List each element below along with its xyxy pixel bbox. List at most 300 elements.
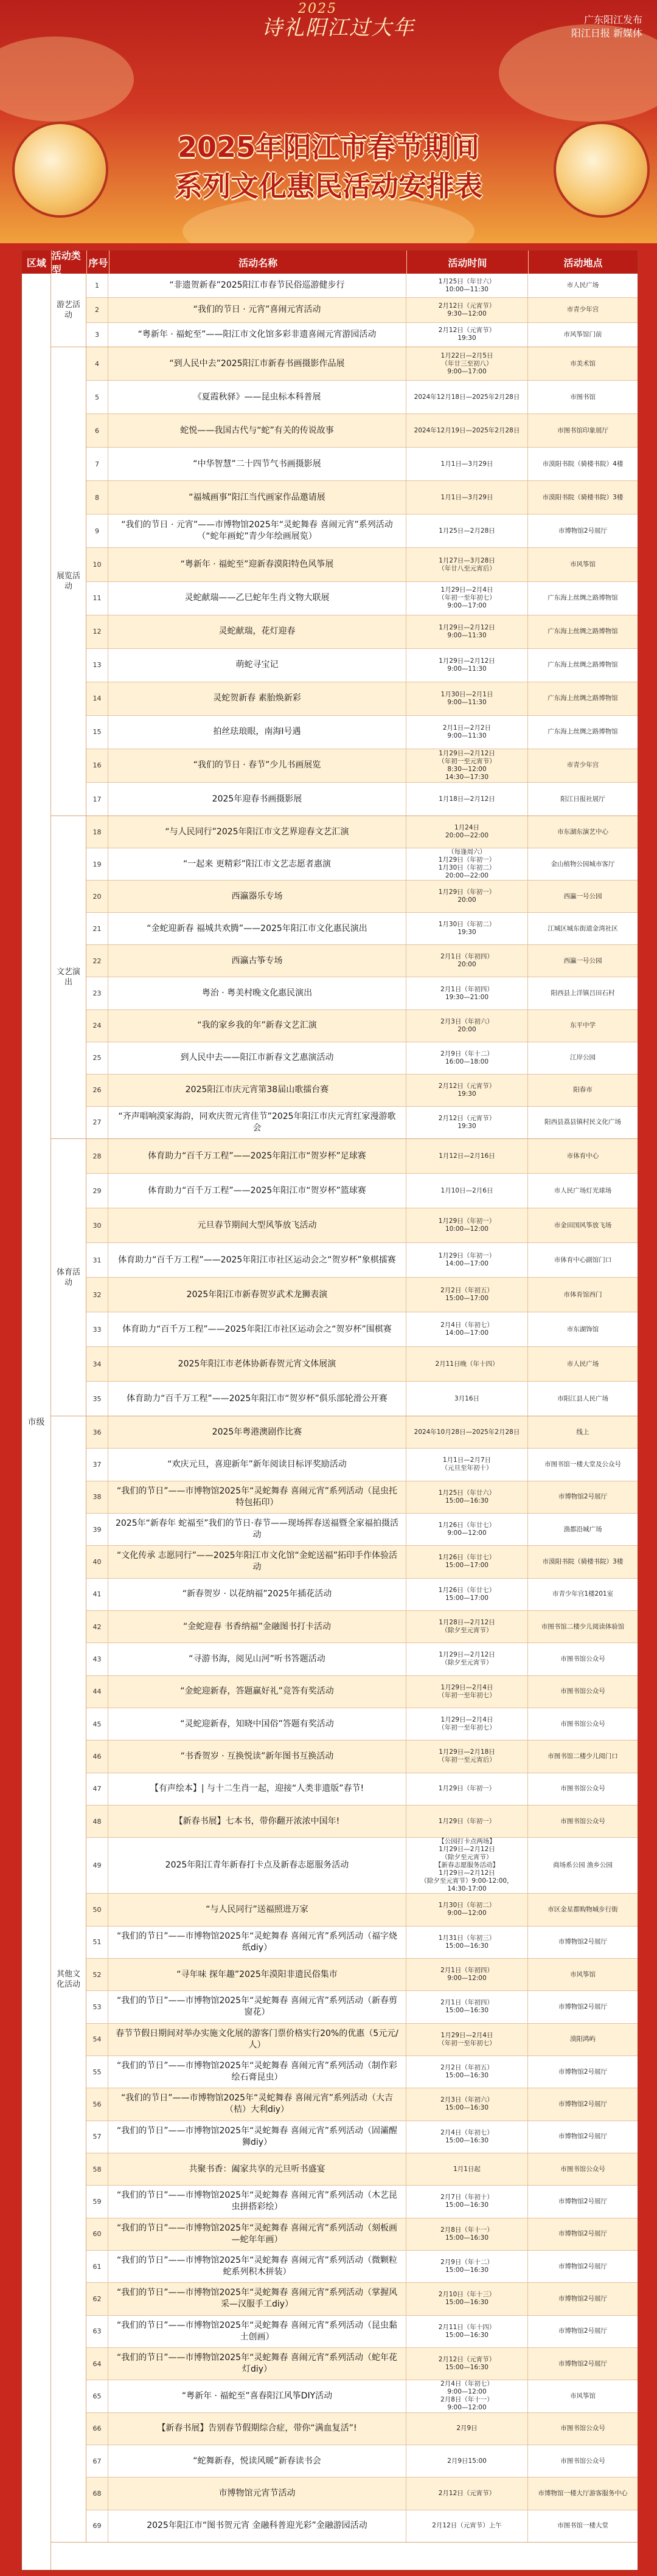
activity-location: 市图书馆公众号 [560,2457,605,2465]
group-rows [86,274,638,347]
activity-name: “我们的节日”——市博物馆2025年“灵蛇舞春 喜闹元宵”系列活动（大吉（桔）大利diy） [108,2088,406,2120]
row-number: 42 [86,1611,108,1643]
table-row [86,1347,638,1382]
activity-location: 江岸公园 [570,1054,596,1062]
group-rows [86,347,638,815]
activity-location: 市体育馆西门 [563,1290,602,1298]
table-row [86,816,638,848]
activity-name: “粤新年 · 福蛇至”喜春阳江风筝DIY活动 [108,2380,406,2412]
table-row [86,1894,638,1926]
table-row [86,323,638,347]
table-row [86,649,638,682]
table-row [86,783,638,815]
row-number: 37 [86,1449,108,1480]
activity-time: 1月28日—2月12日 （除夕至元宵节） [406,1611,528,1643]
activity-time: 1月29日—2月12日 （除夕至元宵节） [406,1643,528,1675]
activity-name: “我们的节日”——市博物馆2025年“灵蛇舞春 喜闹元宵”系列活动（蛇年花灯diy） [108,2348,406,2380]
activity-time: 2月4日（年初七） 9:00—12:00 2月8日（年十一） 9:00—12:00 [406,2380,528,2412]
table-row [86,1579,638,1611]
header-location: 活动地点 [563,257,603,269]
row-number: 44 [86,1676,108,1708]
activity-time: 1月1日起 [406,2153,528,2185]
activity-time: 2月12日（元宵节） [406,2477,528,2509]
activity-name: “金蛇迎新春 福城共欢腾”——2025年阳江市文化惠民演出 [108,913,406,944]
row-number: 20 [86,881,108,912]
row-number: 30 [86,1208,108,1242]
brand-line2: 阳江日报 新媒体 [571,27,642,39]
category-cell: 体育活动 [51,1139,86,1416]
activity-name: “我们的节日”——市博物馆2025年“灵蛇舞春 喜闹元宵”系列活动（昆虫托特包拓印） [108,1481,406,1513]
activity-name: 体育助力“百千万工程”——2025年阳江市社区运动会之“贺岁杯”象棋擂赛 [108,1243,406,1277]
table-row [86,2121,638,2153]
table-row [86,347,638,381]
activity-name: “文化传承 志愿同行”——2025年阳江市文化馆“金蛇送福”拓印手作体验活动 [108,1546,406,1577]
row-number: 31 [86,1243,108,1277]
table-row [86,2348,638,2380]
table-row [86,2251,638,2283]
activity-time: 【公园打卡点两场】 1月29日—2月12日 （除夕至元宵节） 【新春志愿服务活动】 1月29日—2月12日 （除夕至元宵节）9:00-12:00， 14:30-17:00 [406,1838,528,1893]
header-banner [0,0,657,243]
row-number: 49 [86,1838,108,1893]
activity-time: 1月12日—2月16日 [406,1139,528,1173]
row-number: 39 [86,1514,108,1545]
activity-location: 市博物馆2号展厅 [558,527,608,535]
table-row [86,582,638,615]
row-number: 46 [86,1740,108,1772]
activity-name: “我们的节日 · 春节”少儿书画展览 [108,749,406,782]
activity-time: 1月18日—2月12日 [406,783,528,815]
activity-time: 1月25日—2月28日 [406,514,528,547]
row-number: 14 [86,682,108,715]
activity-location: 市风筝馆门前 [563,330,602,338]
activity-location: 市图书馆公众号 [560,2165,605,2173]
activity-time: 1月22日—2月5日 （年廿三至初八） 9:00—17:00 [406,347,528,380]
activity-location: 市区金星都购物城步行街 [548,1905,618,1913]
activity-name: 市博物馆元宵节活动 [108,2477,406,2509]
activity-time: 1月29日（年初一） 14:00—17:00 [406,1243,528,1277]
row-number: 68 [86,2477,108,2509]
table-row [86,1278,638,1312]
cloud-decoration [0,36,134,122]
activity-name: 【新春书展】七本书，带你翻开浓浓中国年! [108,1806,406,1837]
activity-group [51,274,638,347]
activity-location: 市图书馆 [570,393,596,401]
activity-name: “我们的节日”——市博物馆2025年“灵蛇舞春 喜闹元宵”系列活动（制作彩绘石膏昆虫） [108,2056,406,2088]
activity-location: 广东海上丝绸之路博物馆 [548,628,618,635]
activity-time: 1月29日（年初一） 10:00—12:00 [406,1208,528,1242]
row-number: 21 [86,913,108,944]
row-number: 16 [86,749,108,782]
table-row [86,1312,638,1347]
row-number: 61 [86,2251,108,2282]
row-number: 63 [86,2316,108,2347]
table-row [86,2056,638,2088]
activity-location: 市图书馆二楼少儿阅门口 [548,1752,618,1760]
activity-time: 2月12日（元宵节） 9:30—12:00 [406,298,528,322]
activity-time: 2月1日（年初四） 19:30—21:00 [406,977,528,1009]
activity-group [51,347,638,816]
row-number: 51 [86,1927,108,1958]
activity-name: 西瀛古筝专场 [108,945,406,977]
activity-time: 1月29日—2月12日 9:00—11:30 [406,649,528,682]
table-row [86,1740,638,1773]
activity-location: 市图书馆公众号 [560,1785,605,1793]
activity-location: 市图书馆印象展厅 [557,426,608,434]
header-category: 活动类型 [52,251,88,274]
table-row [86,1927,638,1959]
activity-name: 灵蛇献瑞，花灯迎春 [108,615,406,648]
table-row [86,448,638,481]
activity-name: “寻年味 探年趣”2025年漠阳非遗民俗集市 [108,1959,406,1990]
row-number: 33 [86,1312,108,1346]
row-number: 57 [86,2121,108,2153]
table-row [86,298,638,322]
table-row [86,2283,638,2315]
activity-time: 1月31日（年初三） 15:00—16:30 [406,1927,528,1958]
activity-name: 2025年阳江青年新春打卡点及新春志愿服务活动 [108,1838,406,1893]
table-row [86,274,638,298]
activity-name: 共聚书香：阖家共享的元旦听书盛宴 [108,2153,406,2185]
activity-name: “福城画事”阳江当代画家作品邀请展 [108,481,406,514]
activity-name: 2025年粤港澳剧作比赛 [108,1416,406,1448]
activity-group [51,1416,638,2543]
table-row [86,2218,638,2251]
row-number: 45 [86,1708,108,1740]
activity-location: 阳春市 [573,1086,593,1094]
activity-time: 1月29日—2月4日 （年初一至年初七） [406,1676,528,1708]
table-groups [51,274,638,2570]
activity-location: 市博物馆2号展厅 [558,2003,608,2010]
row-number: 8 [86,481,108,514]
row-number: 65 [86,2380,108,2412]
activity-location: 市青少年宫 [566,761,599,769]
row-number: 28 [86,1139,108,1173]
activity-location: 金山植物公园城市客厅 [551,860,615,868]
activity-time: 1月29日—2月12日 9:00—11:30 [406,615,528,648]
activity-name: “灵蛇迎新春，知晓中国俗”答题有奖活动 [108,1708,406,1740]
activity-name: 2025年“新春年 蛇福至”我们的节日·春节——现场挥春送福暨全家福拍摄活动 [108,1514,406,1545]
activity-location: 阳江日报社展厅 [560,795,605,803]
activity-location: 市博物馆2号展厅 [558,2100,608,2108]
activity-location: 市图书馆一楼大堂及公众号 [544,1460,621,1468]
activity-location: 市博物馆2号展厅 [558,1938,608,1946]
activity-name: “非遗贺新春”2025阳江市春节民俗巡游健步行 [108,274,406,297]
row-number: 35 [86,1382,108,1416]
activity-name: 萌蛇寻宝记 [108,649,406,682]
activity-time: 2月2日（年初五） 15:00—17:00 [406,1278,528,1312]
activity-location: 市人民广场灯光球场 [554,1186,612,1194]
activity-name: 体育助力“百千万工程”——2025年阳江市“贺岁杯”篮球赛 [108,1174,406,1208]
table-row [86,1010,638,1042]
table-row [86,1611,638,1643]
activity-location: 广东海上丝绸之路博物馆 [548,594,618,602]
row-number: 34 [86,1347,108,1381]
activity-time: 1月25日（年廿六） 15:00—16:30 [406,1481,528,1513]
activity-time: 2月9日 [406,2413,528,2445]
table-row [86,881,638,913]
row-number: 22 [86,945,108,977]
table-row [86,2316,638,2348]
activity-time: 2月7日（年初十） 15:00—16:30 [406,2186,528,2217]
table-row [86,514,638,548]
activity-location: 市风筝馆 [570,2392,596,2400]
activity-location: 市博物馆2号展厅 [558,2133,608,2141]
activity-name: 2025年阳江市老体协新春贺元宵文体展演 [108,1347,406,1381]
table-row [86,1838,638,1894]
activity-name: “我们的节日 · 元宵”——市博物馆2025年“灵蛇舞春 喜闹元宵”系列活动（“蛇年画蛇”青少年绘画展览） [108,514,406,547]
activity-location: 阳西县上洋镇吕田石村 [551,989,615,997]
row-number: 9 [86,514,108,547]
activity-name: “我们的节日”——市博物馆2025年“灵蛇舞春 喜闹元宵”系列活动（昆虫黏土创画） [108,2316,406,2347]
activity-location: 市图书馆公众号 [560,1655,605,1663]
slogan-text: 诗礼阳江过大年 [262,16,415,40]
activity-location: 市博物馆2号展厅 [558,1493,608,1501]
category-cell: 其他文化活动 [51,1416,86,2542]
activity-location: 市博物馆2号展厅 [558,2068,608,2076]
table-row [86,1075,638,1107]
activity-time: 1月1日—2月7日 （元旦至年初十） [406,1449,528,1480]
activity-name: “齐声唱响漠家海韵，同欢庆贺元宵佳节”2025年阳江市庆元宵红家漫游歌会 [108,1107,406,1138]
activity-location: 市博物馆一楼大厅游客服务中心 [538,2489,628,2497]
activity-time: 1月29日—2月4日 （年初一至年初七） [406,1708,528,1740]
activity-name: 粤治 · 粤美村晚文化惠民演出 [108,977,406,1009]
activity-time: 2月12日（元宵节）上午 [406,2510,528,2542]
activity-time: 2月12日（元宵节） 19:30 [406,1075,528,1106]
activity-name: 2025年阳江市新春贺岁武术龙狮表演 [108,1278,406,1312]
row-number: 26 [86,1075,108,1106]
activity-location: 市风筝馆 [570,1970,596,1978]
activity-name: “一起来 更精彩”阳江市文艺志愿者惠演 [108,848,406,880]
activity-name: 灵蛇献瑞——乙巳蛇年生肖文物大联展 [108,582,406,615]
activity-time: 1月30日（年初二） 9:00—12:00 [406,1894,528,1925]
activity-location: 市美术馆 [570,359,596,367]
activity-time: 1月24日 20:00—22:00 [406,816,528,848]
header-name: 活动名称 [109,251,407,274]
activity-location: 漠阳鸿屿 [570,2035,596,2043]
table-row [86,1174,638,1208]
activity-name: “寻游书海，阅见山河”听书答题活动 [108,1643,406,1675]
table-row [86,716,638,749]
activity-location: 市博物馆2号展厅 [558,2360,608,2367]
header-area: 区域 [22,251,52,274]
activity-location: 市博物馆2号展厅 [558,2327,608,2335]
row-number: 36 [86,1416,108,1448]
activity-location: 市漠阳书院（骑楼书院）3楼 [542,1557,624,1565]
row-number: 38 [86,1481,108,1513]
table-row [86,1773,638,1806]
category-cell: 文艺演出 [51,816,86,1138]
activity-location: 市图书馆一楼大堂 [557,2522,608,2530]
brand-line1: 广东阳江发布 [583,14,642,26]
activity-name: “粤新年 · 福蛇至”——阳江市文化馆多彩非遗喜闹元宵游园活动 [108,323,406,347]
activity-name: 蛇悦——我国古代与“蛇”有关的传说故事 [108,414,406,447]
row-number: 25 [86,1042,108,1074]
row-number: 43 [86,1643,108,1675]
table-body [22,274,638,2570]
activity-time: 2月9日15:00 [406,2445,528,2477]
activity-name: “到人民中去”2025阳江市新春书画摄影作品展 [108,347,406,380]
schedule-table [21,249,639,2571]
row-number: 69 [86,2510,108,2542]
row-number: 52 [86,1959,108,1990]
row-number: 24 [86,1010,108,1042]
group-rows [86,1139,638,1416]
table-row [86,2413,638,2445]
activity-name: “我们的节日”——市博物馆2025年“灵蛇舞春 喜闹元宵”系列活动（固灞醒狮diy） [108,2121,406,2153]
activity-time: 1月1日—3月29日 [406,481,528,514]
activity-name: “欢庆元旦，喜迎新年”新年阅读目标评奖励活动 [108,1449,406,1480]
row-number: 64 [86,2348,108,2380]
activity-name: “与人民同行”送福照进万家 [108,1894,406,1925]
table-row [86,1382,638,1416]
slogan-year: 2025 [298,1,337,16]
activity-time: 1月26日（年廿七） 15:00—17:00 [406,1546,528,1577]
category-cell: 展览活动 [51,347,86,815]
activity-name: 到人民中去——阳江市新春文艺惠演活动 [108,1042,406,1074]
activity-name: 体育助力“百千万工程”——2025年阳江市“贺岁杯”足球赛 [108,1139,406,1173]
table-row [86,1959,638,1991]
activity-location: 线上 [576,1428,589,1436]
activity-time: 2月2日（年初五） 15:00—16:30 [406,2056,528,2088]
row-number: 13 [86,649,108,682]
activity-name: 【新春书展】告别春节假期综合症，带你“满血复活”! [108,2413,406,2445]
table-row [86,977,638,1009]
row-number: 19 [86,848,108,880]
activity-time: 1月30日（年初二） 19:30 [406,913,528,944]
table-row [86,1643,638,1675]
activity-time: 2月1日（年初四） 20:00 [406,945,528,977]
row-number: 18 [86,816,108,848]
activity-location: 广东海上丝绸之路博物馆 [548,661,618,669]
row-number: 66 [86,2413,108,2445]
activity-name: “我们的节日 · 元宵”喜闹元宵活动 [108,298,406,322]
table-row [86,2380,638,2412]
activity-name: “我的家乡我的年”新春文艺汇演 [108,1010,406,1042]
activity-time: 2月12日（元宵节） 19:30 [406,1107,528,1138]
header-no: 序号 [87,251,109,274]
row-number: 15 [86,716,108,749]
activity-time: 2月1日—2月2日 9:00—11:30 [406,716,528,749]
activity-name: “我们的节日”——市博物馆2025年“灵蛇舞春 喜闹元宵”系列活动（掌握风采—汉服手工diy） [108,2283,406,2315]
activity-time: 1月29日（年初一） [406,1773,528,1805]
activity-name: “我们的节日”——市博物馆2025年“灵蛇舞春 喜闹元宵”系列活动（刻板画—蛇年年画） [108,2218,406,2250]
activity-time: 2月3日（年初六） 15:00—16:30 [406,2088,528,2120]
table-row [86,2445,638,2477]
table-row [86,2510,638,2542]
activity-time: 2月4日（年初七） 14:00—17:00 [406,1312,528,1346]
activity-location: 市阳江县人民广场 [557,1394,608,1402]
table-row [86,1208,638,1243]
activity-location: 市漠阳书院（骑楼书院）3楼 [542,493,624,501]
row-number: 5 [86,381,108,414]
activity-time: 2024年12月18日—2025年2月28日 [406,381,528,414]
row-number: 6 [86,414,108,447]
activity-time: 1月26日（年廿七） 9:00—12:00 [406,1514,528,1545]
activity-name: 西瀛器乐专场 [108,881,406,912]
activity-time: 2月12日（元宵节） 15:00—16:30 [406,2348,528,2380]
table-row [86,548,638,581]
table-row [86,2186,638,2218]
table-row [86,1042,638,1075]
table-row [86,749,638,783]
table-row [86,1107,638,1138]
activity-time: 3月16日 [406,1382,528,1416]
activity-name: “与人民同行”2025年阳江市文艺界迎春文艺汇演 [108,816,406,848]
activity-time: 2月10日（年十三） 15:00—16:30 [406,2283,528,2315]
row-number: 58 [86,2153,108,2185]
activity-name: 《夏霞秋驿》——昆虫标本科普展 [108,381,406,414]
activity-location: 东平中学 [570,1022,596,1030]
activity-time: 2月12日（元宵节） 19:30 [406,323,528,347]
activity-time: 1月27日—3月28日 （年廿八至元宵后） [406,548,528,581]
table-row [86,1481,638,1514]
table-row [86,2153,638,2186]
group-rows [86,1416,638,2542]
activity-time: 2月11日晚（年十四） [406,1347,528,1381]
group-rows [86,816,638,1138]
row-number: 50 [86,1894,108,1925]
table-row [86,2024,638,2056]
table-row [86,1991,638,2023]
table-row [86,414,638,448]
activity-name: “蛇舞新春，悦读风暖”新春读书会 [108,2445,406,2477]
activity-location: 市图书馆公众号 [560,1688,605,1695]
table-header [22,251,638,274]
activity-name: “我们的节日”——市博物馆2025年“灵蛇舞春 喜闹元宵”系列活动（福字烧纸diy） [108,1927,406,1958]
activity-name: “书香贺岁 · 互换悦读”新年图书互换活动 [108,1740,406,1772]
activity-location: 市图书馆公众号 [560,1720,605,1728]
activity-name: “粤新年 · 福蛇至”迎新春漠阳特色风筝展 [108,548,406,581]
row-number: 56 [86,2088,108,2120]
page-title [0,128,657,206]
table-row [86,848,638,881]
activity-name: “金蛇迎新春，答题赢好礼”竞答有奖活动 [108,1676,406,1708]
activity-location: 西瀛一号公园 [563,892,602,900]
table-row [86,1243,638,1278]
activity-name: “金蛇迎春 书香纳福”金融图书打卡活动 [108,1611,406,1643]
title-line1: 2025年阳江市春节期间 [177,131,480,164]
row-number: 53 [86,1991,108,2023]
activity-name: 灵蛇贺新春 素胎焕新彩 [108,682,406,715]
activity-time: 1月29日（年初一） [406,1806,528,1837]
table-row [86,1806,638,1838]
activity-location: 广东海上丝绸之路博物馆 [548,728,618,736]
activity-location: 市东湖东演艺中心 [557,828,608,836]
table-row [86,1514,638,1546]
category-cell: 游艺活动 [51,274,86,347]
activity-time: 2月9日（年十二） 16:00—18:00 [406,1042,528,1074]
activity-name: “中华智慧”二十四节气书画摄影展 [108,448,406,480]
activity-time: 2月1日（年初四） 15:00—16:30 [406,1991,528,2023]
activity-time: 2月4日（年初七） 15:00—16:30 [406,2121,528,2153]
table-row [86,1416,638,1449]
row-number: 55 [86,2056,108,2088]
activity-location: 市博物馆2号展厅 [558,2230,608,2238]
activity-name: “新春贺岁 · 以花纳福”2025年插花活动 [108,1579,406,1610]
activity-time: 2024年10月28日—2025年2月28日 [406,1416,528,1448]
activity-time: 1月26日（年廿七） 15:00—17:00 [406,1579,528,1610]
table-row [86,1708,638,1740]
row-number: 11 [86,582,108,615]
table-row [86,1676,638,1708]
activity-time: 2月9日（年十二） 15:00—16:30 [406,2251,528,2282]
table-row [86,945,638,977]
activity-name: 体育助力“百千万工程”——2025年阳江市社区运动会之“贺岁杯”围棋赛 [108,1312,406,1346]
activity-time: 1月29日—2月18日 （年初一至元宵后） [406,1740,528,1772]
row-number: 48 [86,1806,108,1837]
activity-time: 2月8日（年十一） 15:00—16:30 [406,2218,528,2250]
row-number: 17 [86,783,108,815]
